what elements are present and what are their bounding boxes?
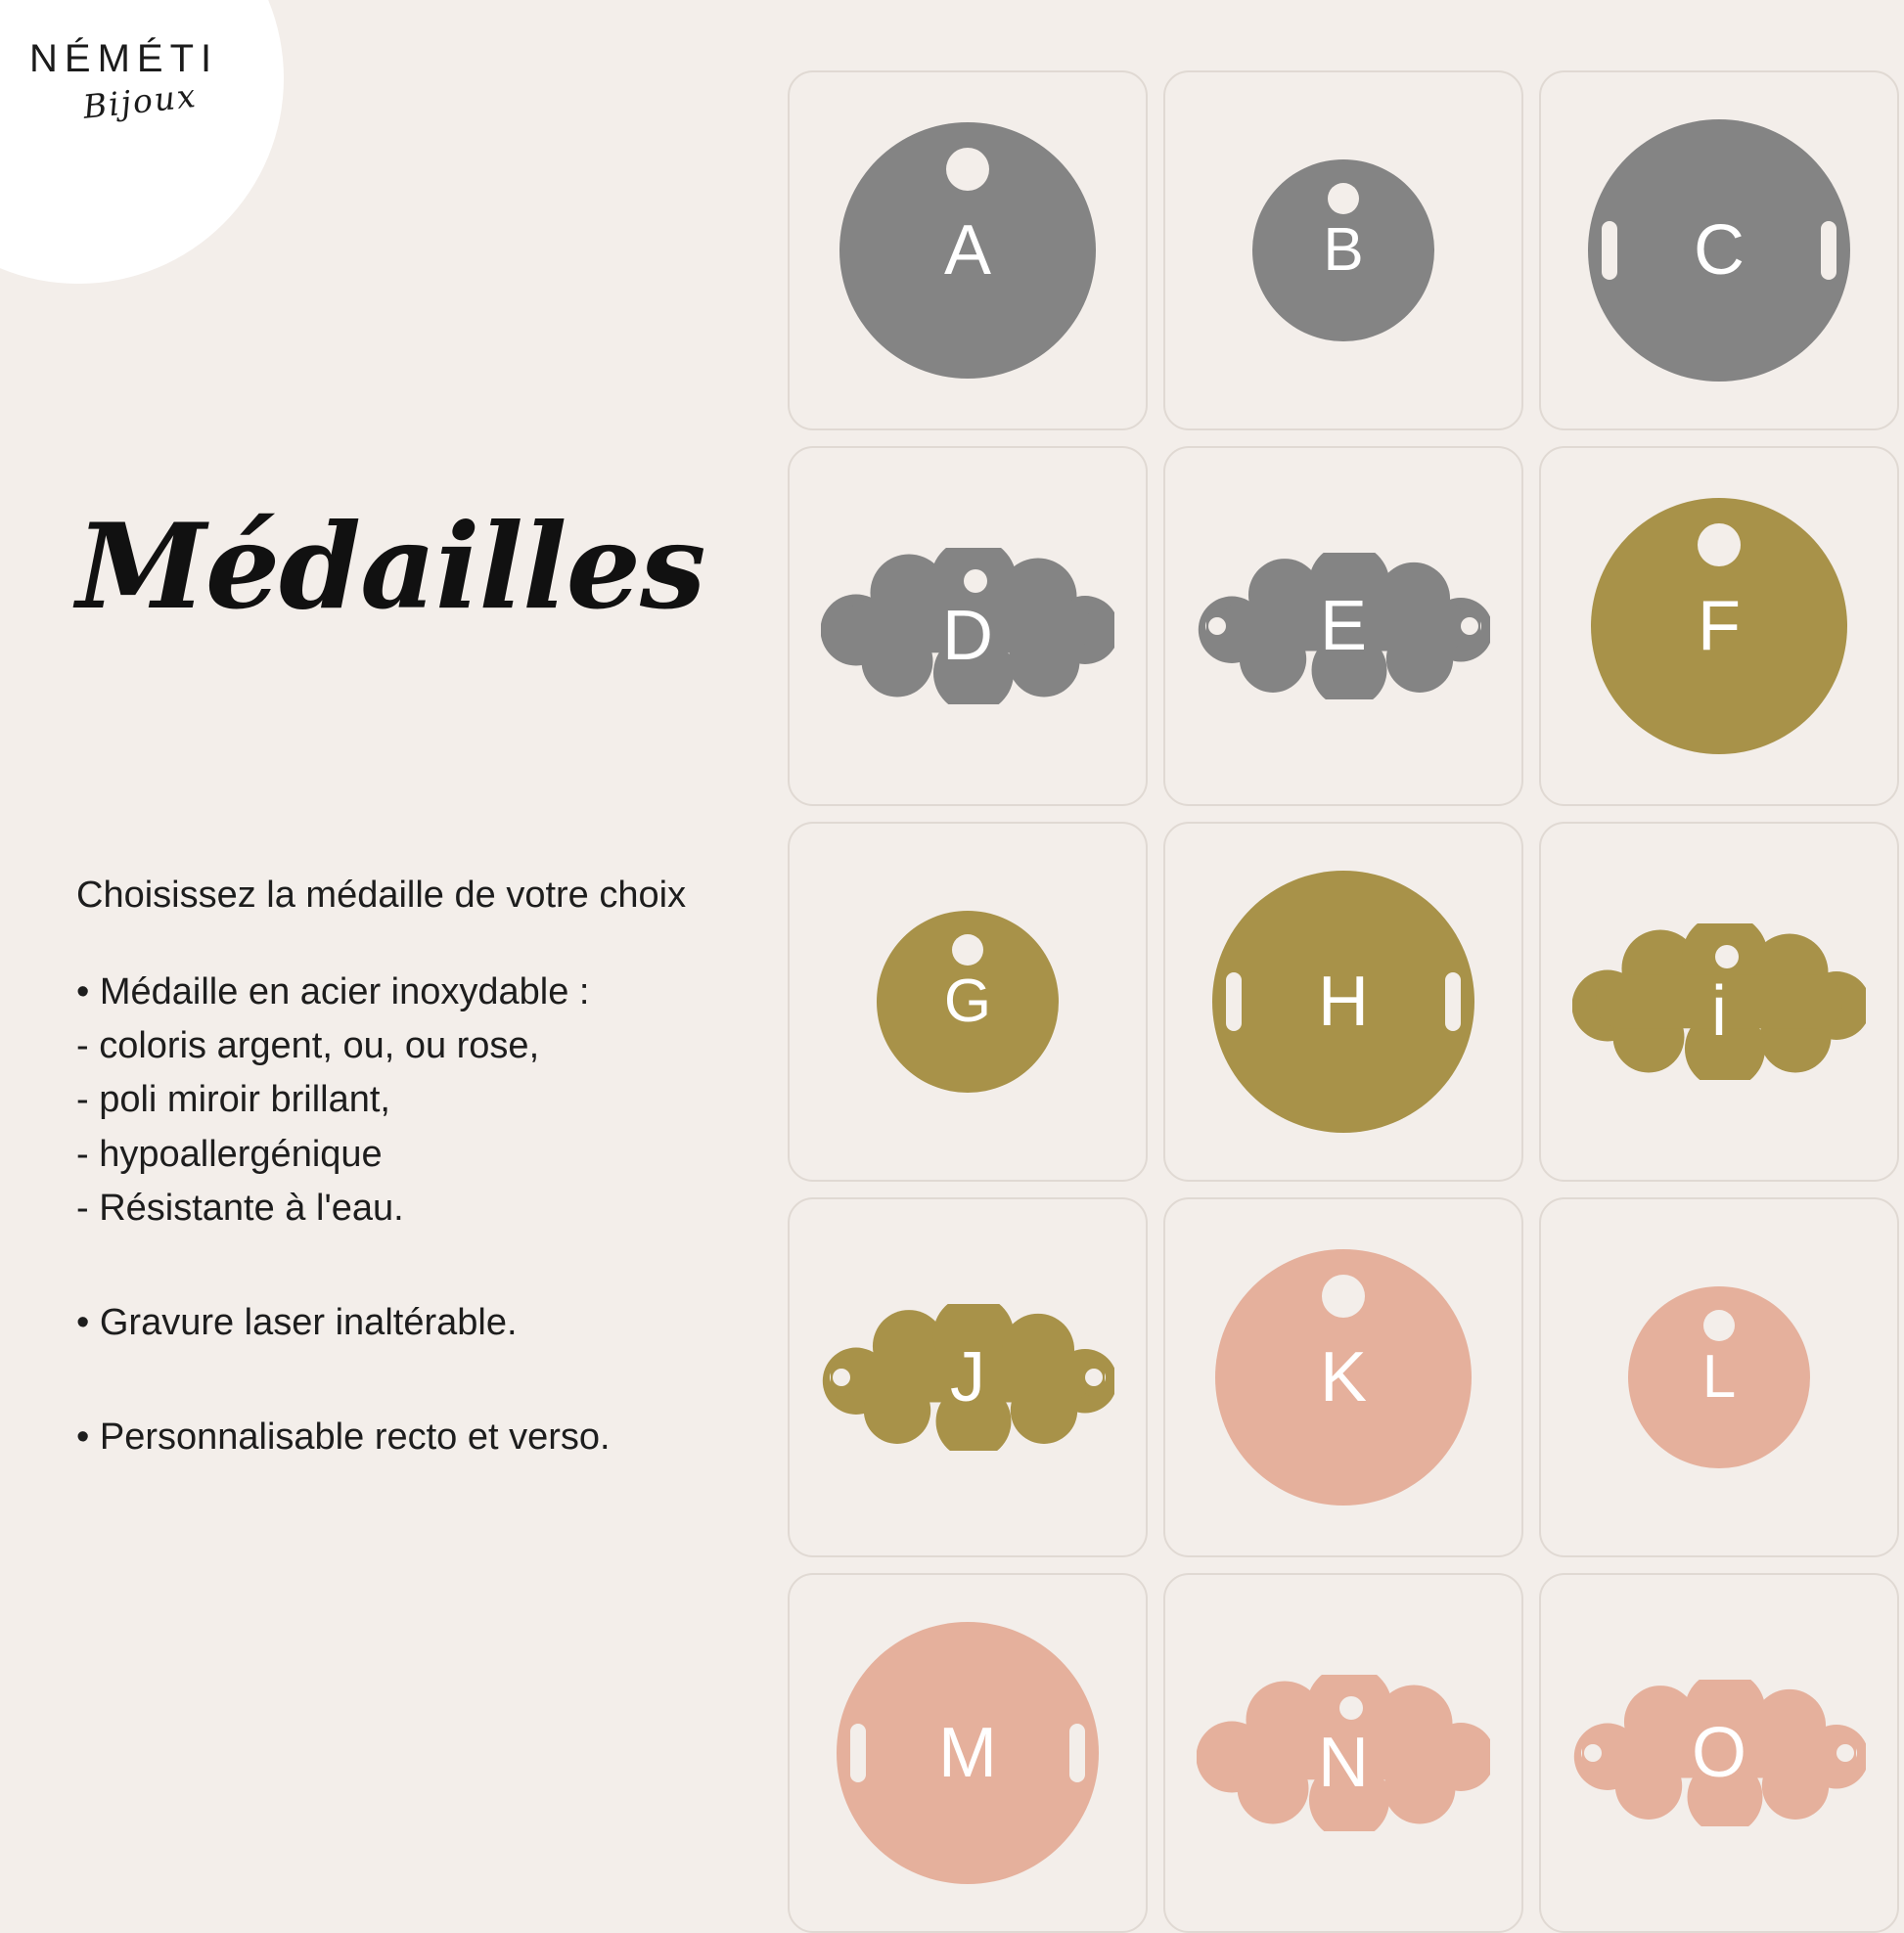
medal-shape-round-top-hole xyxy=(1252,159,1434,341)
medal-cell-F[interactable] xyxy=(1539,446,1899,806)
brand-logo-text xyxy=(29,39,274,126)
note-engraving: • Gravure laser inaltérable. xyxy=(76,1301,518,1343)
medal-cell-N[interactable] xyxy=(1163,1573,1523,1933)
medal-letter-label: C xyxy=(1694,211,1745,290)
medal-shape-round-top-hole xyxy=(839,122,1096,379)
medal-letter-label: i xyxy=(1711,971,1727,1051)
feature-list xyxy=(76,966,800,1235)
medal-cell-I[interactable] xyxy=(1539,822,1899,1182)
medal-letter-label: A xyxy=(943,211,992,290)
medal-letter-label: L xyxy=(1701,1343,1737,1411)
medal-cell-D[interactable] xyxy=(788,446,1148,806)
feature-list-item: - Résistante à l'eau. xyxy=(76,1187,404,1229)
feature-list-item: - hypoallergénique xyxy=(76,1133,383,1175)
medal-cell-G[interactable] xyxy=(788,822,1148,1182)
medal-shape-cloud-side-holes xyxy=(1572,1680,1866,1826)
medal-cell-L[interactable] xyxy=(1539,1197,1899,1557)
medal-letter-label: H xyxy=(1318,963,1369,1041)
medal-shape-round-top-hole xyxy=(877,911,1059,1093)
medal-shape-round-top-hole xyxy=(1628,1286,1810,1468)
medal-options-grid xyxy=(788,70,1899,1933)
medal-shape-round-top-hole xyxy=(1215,1249,1472,1506)
page-title: Médailles xyxy=(76,498,705,636)
note-personalisation: • Personnalisable recto et verso. xyxy=(76,1416,611,1458)
brand-name: NÉMÉTI xyxy=(29,37,219,80)
feature-list-item: - coloris argent, ou, ou rose, xyxy=(76,1025,540,1067)
medal-cell-C[interactable] xyxy=(1539,70,1899,430)
medal-shape-round-side-slots xyxy=(1193,871,1494,1133)
medal-cell-K[interactable] xyxy=(1163,1197,1523,1557)
medal-letter-label: B xyxy=(1323,216,1364,284)
left-content-column xyxy=(76,498,800,1464)
medal-shape-cloud-side-holes xyxy=(1197,553,1490,699)
medal-letter-label: M xyxy=(938,1714,997,1792)
medal-cell-M[interactable] xyxy=(788,1573,1148,1933)
medal-shape-cloud-top-hole xyxy=(1572,923,1866,1080)
medal-shape-round-top-hole xyxy=(1591,498,1847,754)
brand-logo-badge xyxy=(0,0,284,284)
medal-cell-H[interactable] xyxy=(1163,822,1523,1182)
medal-shape-round-side-slots xyxy=(1568,119,1870,382)
medal-cell-O[interactable] xyxy=(1539,1573,1899,1933)
feature-list-item: - poli miroir brillant, xyxy=(76,1079,390,1121)
medal-shape-cloud-top-hole xyxy=(821,548,1114,704)
medal-letter-label: O xyxy=(1691,1714,1746,1792)
medal-letter-label: F xyxy=(1698,587,1741,665)
medal-letter-label: E xyxy=(1319,587,1368,665)
feature-list-item: • Médaille en acier inoxydable : xyxy=(76,971,590,1013)
medal-letter-label: N xyxy=(1318,1723,1369,1802)
medal-cell-A[interactable] xyxy=(788,70,1148,430)
medal-letter-label: J xyxy=(950,1338,985,1416)
medal-letter-label: K xyxy=(1319,1338,1368,1416)
medal-cell-J[interactable] xyxy=(788,1197,1148,1557)
medal-shape-round-side-slots xyxy=(817,1622,1118,1884)
medal-letter-label: D xyxy=(942,596,993,675)
intro-text: Choisissez la médaille de votre choix xyxy=(76,875,687,916)
medal-letter-label: G xyxy=(943,967,992,1035)
medal-shape-cloud-side-holes xyxy=(821,1304,1114,1451)
medal-cell-E[interactable] xyxy=(1163,446,1523,806)
medal-cell-B[interactable] xyxy=(1163,70,1523,430)
brand-tagline: Bijoux xyxy=(80,75,200,126)
medal-shape-cloud-top-hole xyxy=(1197,1675,1490,1831)
